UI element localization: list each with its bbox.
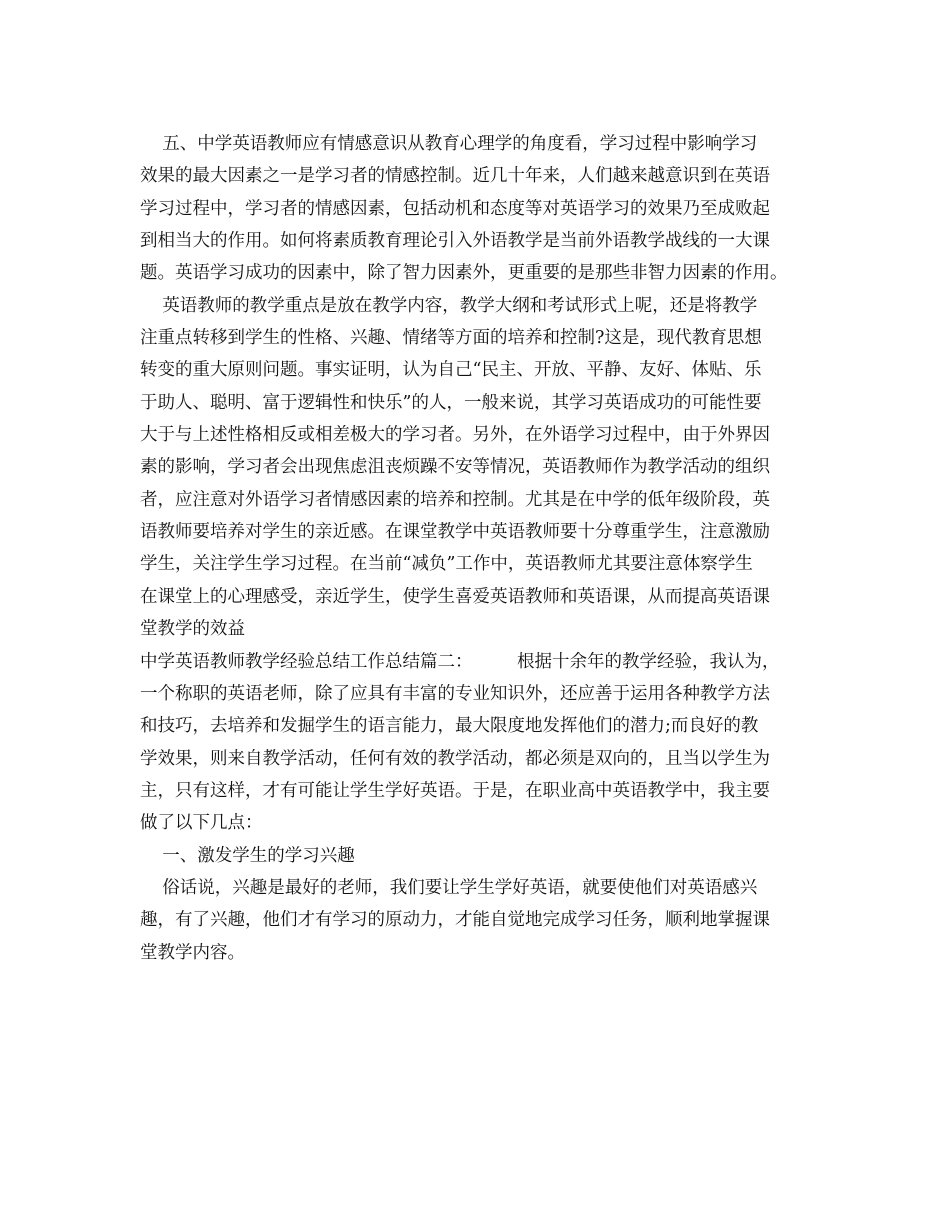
document-body [140, 128, 820, 969]
text-line: 主，只有这样，才有可能让学生学好英语。于是，在职业高中英语教学中，我主要 [140, 780, 770, 801]
text-line: 在课堂上的心理感受，亲近学生，使学生喜爱英语教师和英语课，从而提高英语课 [140, 586, 770, 607]
text-line: 到相当大的作用。如何将素质教育理论引入外语教学是当前外语教学战线的一大课 [140, 231, 770, 252]
text-line: 效果的最大因素之一是学习者的情感控制。近几十年来，人们越来越意识到在英语 [140, 166, 770, 187]
text-line: 题。英语学习成功的因素中，除了智力因素外，更重要的是那些非智力因素的作用。 [140, 263, 788, 284]
text-line: 素的影响，学习者会出现焦虑沮丧烦躁不安等情况，英语教师作为教学活动的组织 [140, 457, 770, 478]
text-line: 大于与上述性格相反或相差极大的学习者。另外，在外语学习过程中，由于外界因 [140, 425, 770, 446]
text-line: 语教师要培养对学生的亲近感。在课堂教学中英语教师要十分尊重学生，注意激励 [140, 522, 770, 543]
text-line: 五、中学英语教师应有情感意识从教育心理学的角度看，学习过程中影响学习 [140, 134, 758, 154]
subheading-line: 一、激发学生的学习兴趣 [140, 845, 355, 866]
text-line: 学效果，则来自教学活动，任何有效的教学活动，都必须是双向的，且当以学生为 [140, 748, 770, 769]
text-line: 堂教学的效益 [140, 619, 245, 640]
text-line: 于助人、聪明、富于逻辑性和快乐”的人，一般来说，其学习英语成功的可能性要 [140, 392, 762, 413]
section-heading-line: 中学英语教师教学经验总结工作总结篇二： 根据十余年的教学经验，我认为， [140, 651, 780, 672]
text-line: 英语教师的教学重点是放在教学内容，教学大纲和考试形式上呢，还是将教学 [140, 295, 758, 316]
text-line: 做了以下几点： [140, 813, 263, 834]
text-line: 者，应注意对外语学习者情感因素的培养和控制。尤其是在中学的低年级阶段，英 [140, 489, 770, 510]
text-line: 一个称职的英语老师，除了应具有丰富的专业知识外，还应善于运用各种教学方法 [140, 683, 770, 704]
text-line: 和技巧，去培养和发掘学生的语言能力，最大限度地发挥他们的潜力;而良好的教 [140, 716, 759, 737]
text-line: 堂教学内容。 [140, 942, 245, 963]
text-line: 俗话说，兴趣是最好的老师，我们要让学生学好英语，就要使他们对英语感兴 [140, 877, 758, 898]
text-line: 学习过程中，学习者的情感因素，包括动机和态度等对英语学习的效果乃至成败起 [140, 198, 770, 219]
text-line: 学生，关注学生学习过程。在当前“减负”工作中，英语教师尤其要注意体察学生 [140, 554, 753, 575]
text-line: 趣，有了兴趣，他们才有学习的原动力，才能自觉地完成学习任务，顺利地掌握课 [140, 910, 770, 931]
text-line: 注重点转移到学生的性格、兴趣、情绪等方面的培养和控制?这是，现代教育思想 [140, 328, 762, 349]
text-line: 转变的重大原则问题。事实证明，认为自己“民主、开放、平静、友好、体贴、乐 [140, 360, 762, 381]
